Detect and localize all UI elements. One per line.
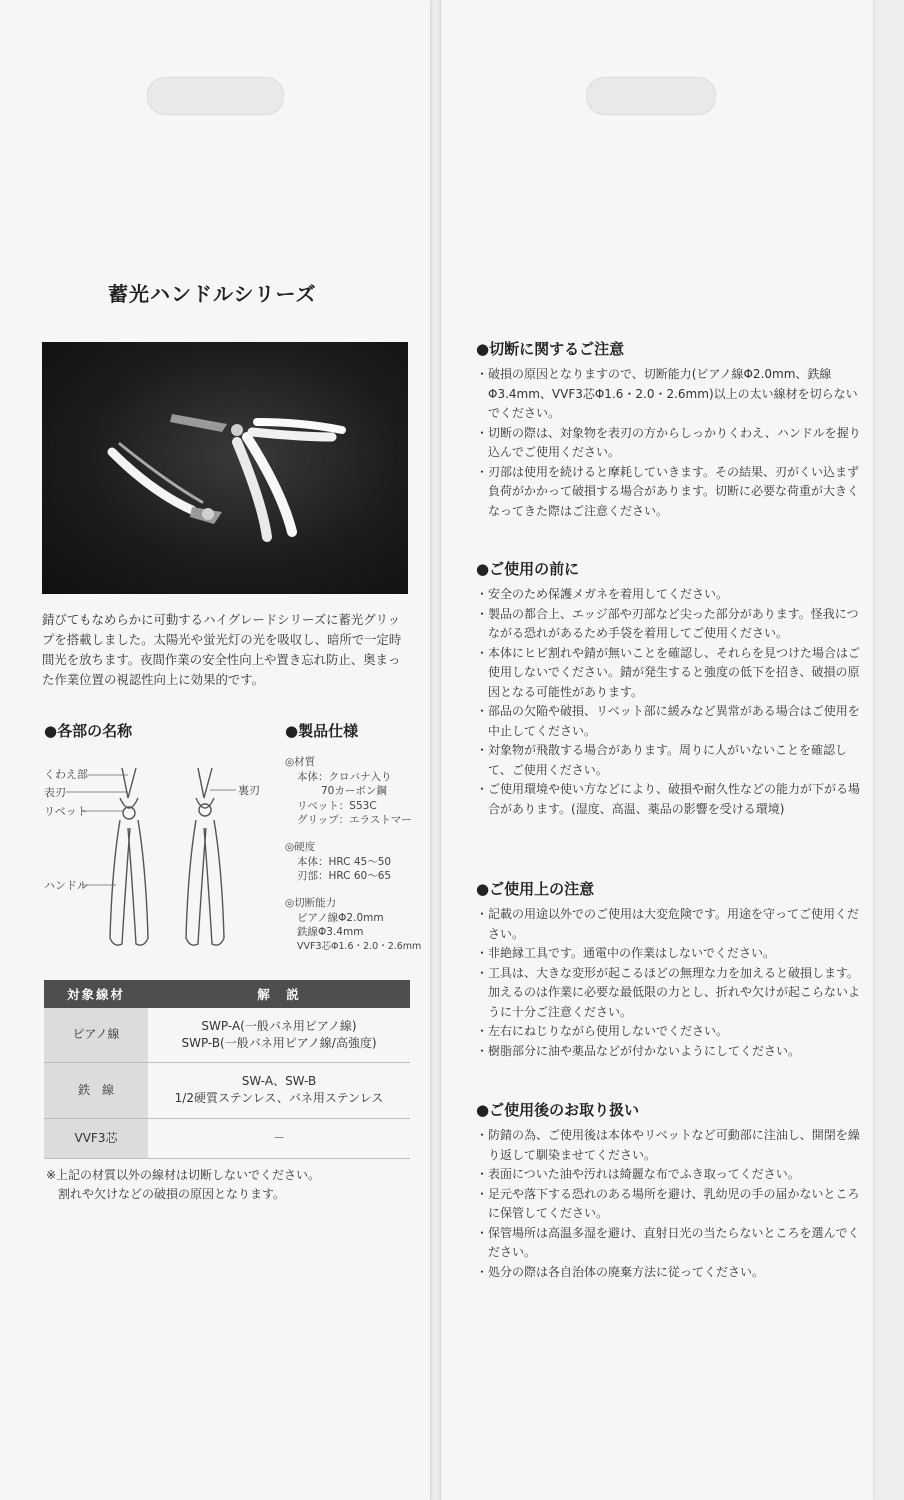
wire-table — [44, 980, 410, 1159]
series-title: 蓄光ハンドルシリーズ — [108, 282, 317, 306]
table-row — [44, 1062, 410, 1118]
list-item: ・保管場所は高温多湿を避け、直射日光の当たらないところを選んでください。 — [476, 1225, 860, 1259]
list-item: ・非絶縁工具です。通電中の作業はしないでください。 — [476, 946, 776, 960]
spec-body: 本体：クロバナ入り — [297, 770, 392, 783]
list-item: ・記載の用途以外でのご使用は大変危険です。用途を守ってご使用ください。 — [476, 907, 860, 941]
hang-hole — [586, 77, 716, 115]
table-cell-line: SW-A、SW-B — [241, 1074, 317, 1088]
table-cell-line: SWP-A(一般バネ用ピアノ線) — [201, 1018, 357, 1033]
table-row — [44, 1118, 410, 1158]
table-cell-desc — [148, 1008, 410, 1062]
list-item: ・切断の際は、対象物を表刃の方からしっかりくわえ、ハンドルを握り込んでご使用ください。 — [476, 425, 861, 459]
caution-section-during-use — [476, 878, 866, 1061]
spec-cut-iron: 鉄線Φ3.4mm — [297, 926, 364, 938]
caution-section-before-use — [476, 558, 866, 819]
list-item: ・刃部は使用を続けると摩耗していきます。その結果、刃がくい込まず負荷がかかって破損する場合があります。切断に必要な荷重が大きくなってきた際はご注意ください。 — [476, 464, 860, 518]
parts-diagram — [40, 758, 280, 958]
part-label-rivet: リベット — [44, 805, 88, 818]
list-item: ・対象物が飛散する場合があります。周りに人がいないことを確認して、ご使用ください。 — [476, 743, 848, 777]
list-item: ・表面についた油や汚れは綺麗な布でふき取ってください。 — [476, 1167, 800, 1181]
table-cell-key: 鉄 線 — [44, 1062, 148, 1118]
table-note — [46, 1166, 406, 1204]
list-item: ・安全のため保護メガネを着用してください。 — [476, 587, 729, 601]
table-cell-key: ピアノ線 — [44, 1008, 148, 1062]
spec-material-title: ◎材質 — [285, 756, 316, 768]
list-item: ・足元や落下する恐れのある場所を避け、乳幼児の手の届かないところに保管してください。 — [476, 1186, 860, 1220]
spec-cut-vvf: VVF3芯Φ1.6・2.0・2.6mm — [297, 940, 422, 952]
list-item: ・部品の欠陥や破損、リベット部に緩みなど異常がある場合はご使用を中止してください。 — [476, 704, 860, 738]
part-label-uraba: 裏刃 — [238, 784, 260, 797]
table-cell-line: SWP-B(一般バネ用ピアノ線/高強度) — [181, 1035, 377, 1050]
spec-grip: グリップ：エラストマー — [297, 814, 412, 826]
list-item: ・製品の都合上、エッジ部や刃部など尖った部分があります。怪我につながる恐れがあるため手袋を着用してご使用ください。 — [476, 606, 859, 640]
table-cell-desc — [148, 1062, 410, 1118]
table-cell-desc: － — [148, 1118, 410, 1158]
part-label-omoteba: 表刃 — [44, 786, 66, 799]
note-line-2: 割れや欠けなどの破損の原因となります。 — [58, 1187, 286, 1201]
glowing-pliers-image — [42, 342, 408, 594]
spec-body2: 70カーボン鋼 — [321, 785, 387, 797]
table-head-material: 対象線材 — [44, 980, 148, 1008]
list-item: ・ご使用環境や使い方などにより、破損や耐久性などの能力が下がる場合があります。(湿度、高温、薬品の影響を受ける環境) — [476, 782, 861, 816]
spec-hardness — [285, 840, 391, 884]
spec-cut-piano: ピアノ線Φ2.0mm — [297, 911, 384, 924]
parts-heading: ●各部の名称 — [44, 722, 133, 740]
spec-hardness-blade: 刃部：HRC 60～65 — [297, 870, 392, 882]
list-item: ・本体にヒビ割れや錆が無いことを確認し、それらを見つけた場合はご使用しないでください。錆が発生すると強度の低下を招き、破損の原因となる可能性があります。 — [476, 645, 861, 699]
spec-heading: ●製品仕様 — [285, 722, 359, 740]
list-item: ・樹脂部分に油や薬品などが付かないようにしてください。 — [476, 1043, 801, 1058]
spec-hardness-body: 本体：HRC 45～50 — [297, 855, 392, 868]
part-label-kuwae: くわえ部 — [44, 768, 88, 781]
table-cell-key: VVF3芯 — [44, 1118, 148, 1158]
hang-hole — [147, 77, 284, 115]
spec-rivet: リベット：S53C — [297, 799, 377, 812]
note-line-1: ※上記の材質以外の線材は切断しないでください。 — [46, 1168, 321, 1182]
section-heading: ●ご使用後のお取り扱い — [476, 1101, 640, 1119]
caution-section-after-use — [476, 1099, 866, 1282]
section-heading: ●ご使用上の注意 — [476, 880, 595, 898]
intro-text: 錆びてもなめらかに可動するハイグレードシリーズに蓄光グリップを搭載しました。太陽光や蛍光灯の光を吸収し、暗所で一定時間光を放ちます。夜間作業の安全性向上や置き忘れ防止、奥まった作業位置の視認性向上に効果的です。 — [42, 612, 402, 687]
list-item: ・左右にねじりながら使用しないでください。 — [476, 1024, 729, 1038]
spec-material — [285, 755, 412, 828]
list-item: ・破損の原因となりますので、切断能力(ピアノ線Φ2.0mm、鉄線Φ3.4mm、VVF3芯Φ1.6・2.0・2.6mm)以上の太い線材を切らないでください。 — [476, 367, 858, 420]
left-card — [0, 0, 431, 1500]
list-item: ・防錆の為、ご使用後は本体やリベットなど可動部に注油し、開閉を繰り返して馴染ませてください。 — [476, 1128, 860, 1162]
table-row — [44, 1008, 410, 1062]
spec-hardness-title: ◎硬度 — [285, 841, 316, 853]
part-label-handle: ハンドル — [44, 879, 88, 892]
table-header-row — [44, 980, 410, 1008]
caution-section-cutting — [476, 338, 866, 521]
spec-cut-title: ◎切断能力 — [285, 897, 337, 909]
section-heading: ●ご使用の前に — [476, 560, 580, 578]
spec-cutting — [285, 896, 421, 954]
list-item: ・工具は、大きな変形が起こるほどの無理な力を加えると破損します。加えるのは作業に必要な最低限の力とし、折れや欠けが起こらないように十分ご注意ください。 — [476, 965, 861, 1019]
section-heading: ●切断に関するご注意 — [476, 340, 625, 358]
product-photo — [42, 342, 408, 594]
table-head-desc: 解 説 — [148, 980, 410, 1008]
list-item: ・処分の際は各自治体の廃棄方法に従ってください。 — [476, 1264, 765, 1279]
table-cell-line: 1/2硬質ステンレス、バネ用ステンレス — [174, 1091, 384, 1105]
